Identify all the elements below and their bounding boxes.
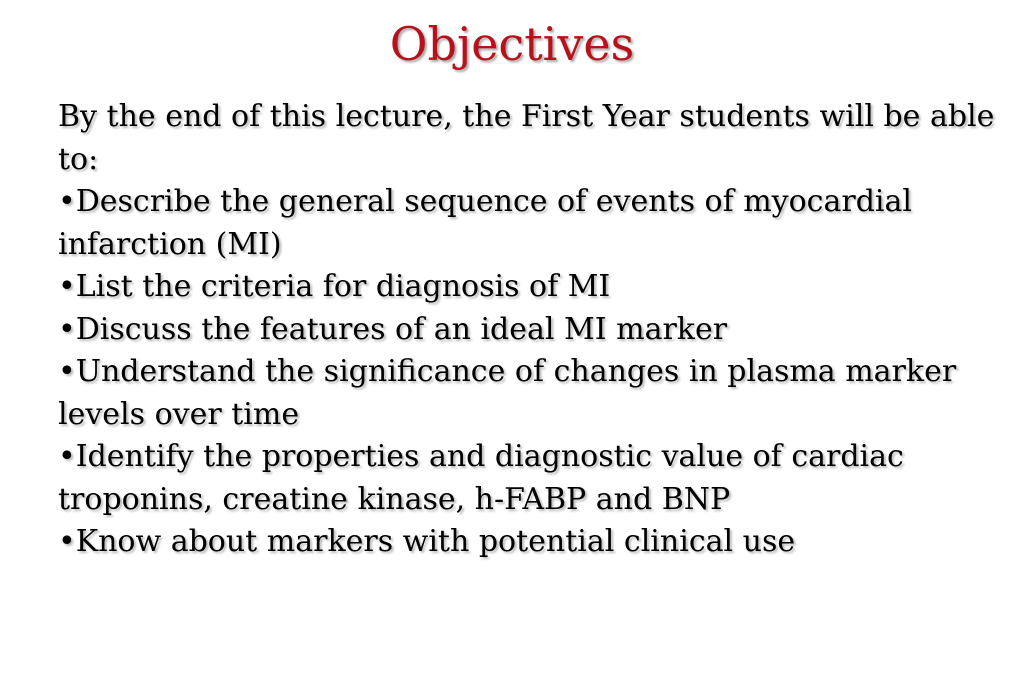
objective-text: Describe the general sequence of events of myocardial infarction (MI) bbox=[58, 184, 912, 262]
bullet-dot-icon: • bbox=[58, 524, 76, 559]
slide-title: Objectives bbox=[389, 17, 635, 71]
intro-text: By the end of this lecture, the First Year students will be able to: bbox=[58, 99, 995, 177]
bullet-dot-icon: • bbox=[58, 439, 76, 474]
bullet-dot-icon: • bbox=[58, 269, 76, 304]
objectives-body bbox=[58, 96, 998, 564]
objective-item bbox=[58, 266, 998, 309]
objective-item bbox=[58, 521, 998, 564]
bullet-dot-icon: • bbox=[58, 184, 76, 219]
objective-item bbox=[58, 436, 998, 521]
bullet-dot-icon: • bbox=[58, 354, 76, 389]
bullet-dot-icon: • bbox=[58, 311, 76, 347]
objective-item bbox=[58, 351, 998, 436]
objective-text: Know about markers with potential clinical use bbox=[75, 524, 796, 559]
objective-item bbox=[58, 181, 998, 266]
objective-text: Identify the properties and diagnostic value of cardiac troponins, creatine kinase, h-FABP and BNP bbox=[58, 439, 904, 517]
objective-item bbox=[58, 309, 998, 352]
objective-text: Understand the significance of changes in plasma marker levels over time bbox=[58, 354, 957, 432]
objective-text: List the criteria for diagnosis of MI bbox=[75, 269, 611, 304]
objective-text: Discuss the features of an ideal MI marker bbox=[75, 311, 728, 347]
